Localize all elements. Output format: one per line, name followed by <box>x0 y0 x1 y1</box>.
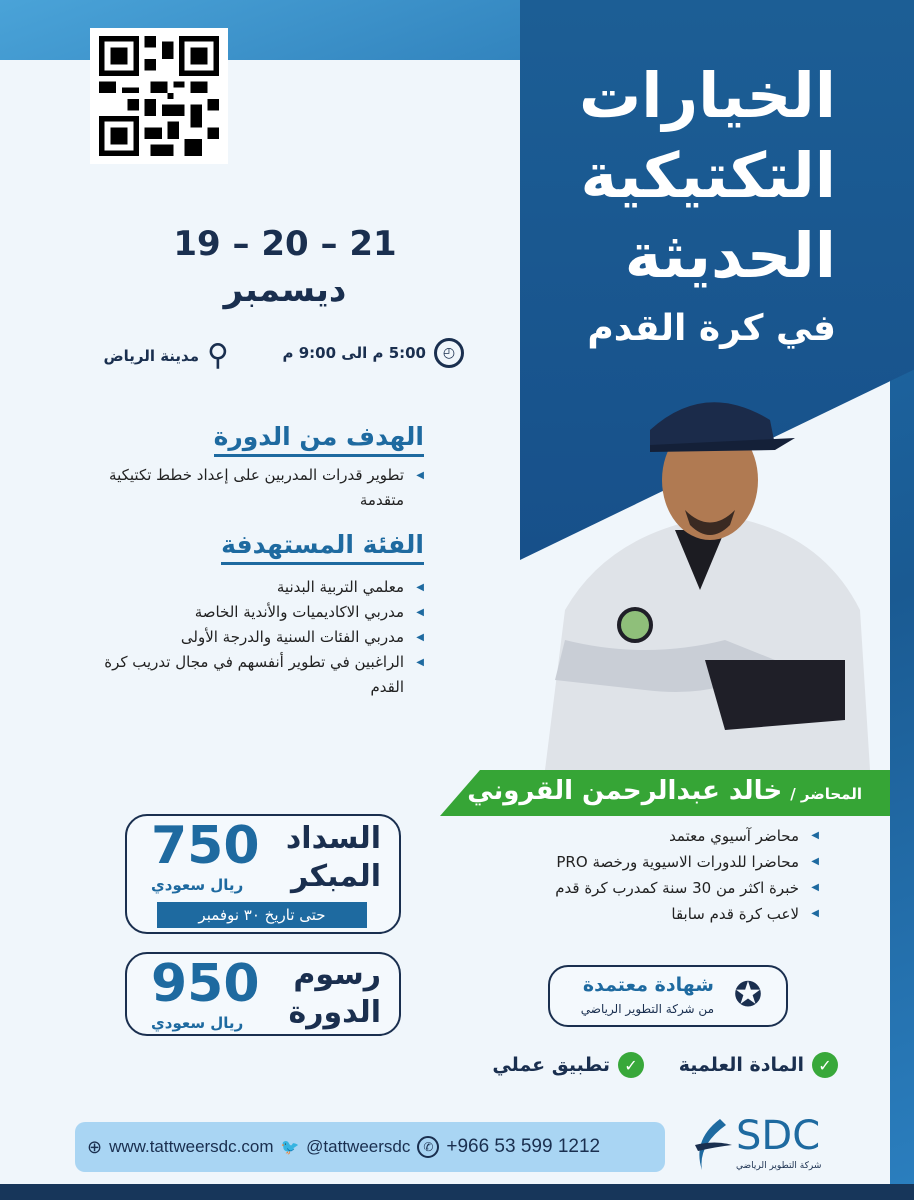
certificate-box <box>548 965 788 1027</box>
feature-label: تطبيق عملي <box>492 1054 610 1076</box>
website-link[interactable]: www.tattweersdc.com <box>109 1137 274 1156</box>
logo-text: SDC <box>736 1113 821 1159</box>
audience-list <box>84 575 424 700</box>
lecturer-prefix: المحاضر / <box>790 785 862 803</box>
lecturer-name-row <box>467 776 862 806</box>
course-price-label-1: رسوم <box>293 957 381 992</box>
credential-item: ◀ محاضرا للدورات الاسيوية ورخصة PRO <box>499 849 819 875</box>
check-icon: ✓ <box>812 1052 838 1078</box>
audience-item: ◀ معلمي التربية البدنية <box>84 575 424 600</box>
time-row <box>283 338 464 368</box>
course-price-currency: ريال سعودي <box>151 1014 244 1032</box>
location-row <box>103 338 229 373</box>
feature-label: المادة العلمية <box>678 1054 804 1076</box>
globe-icon: ⊕ <box>87 1136 103 1157</box>
credential-item: ◀ خبرة اكثر من 30 سنة كمدرب كرة قدم <box>499 875 819 901</box>
lecturer-name: خالد عبدالرحمن القروني <box>467 776 783 806</box>
time-text: 5:00 م الى 9:00 م <box>282 344 426 362</box>
feature-item <box>679 1052 838 1078</box>
lecturer-photo <box>525 360 875 770</box>
goal-item: ◀ تطوير قدرات المدربين على إعداد خطط تكتيكية متقدمة <box>84 463 424 513</box>
audience-heading: الفئة المستهدفة <box>221 530 424 565</box>
early-price-label-1: السداد <box>285 821 381 856</box>
title-line-1: الخيارات <box>578 59 836 132</box>
twitter-icon: 🐦 <box>280 1139 300 1156</box>
check-icon: ✓ <box>618 1052 644 1078</box>
date-month: ديسمبر <box>223 270 347 310</box>
clock-icon: ◴ <box>434 338 464 368</box>
phone-number[interactable]: +966 53 599 1212 <box>446 1136 601 1157</box>
lecturer-credentials <box>499 823 819 927</box>
course-price-box <box>125 952 401 1036</box>
goal-heading: الهدف من الدورة <box>214 422 424 457</box>
logo-subtitle: شركة التطوير الرياضي <box>736 1161 822 1171</box>
early-price-currency: ريال سعودي <box>151 876 244 894</box>
goal-list <box>84 463 424 513</box>
audience-item: ◀ الراغبين في تطوير أنفسهم في مجال تدريب كرة القدم <box>84 650 424 700</box>
phone-icon: ✆ <box>417 1136 439 1158</box>
course-price-amount: 950 <box>151 954 260 1014</box>
early-price-deadline: حتى تاريخ ٣٠ نوفمبر <box>157 902 367 928</box>
credential-item: ◀ لاعب كرة قدم سابقا <box>499 901 819 927</box>
title-line-4: في كرة القدم <box>587 308 836 349</box>
credential-item: ◀ محاضر آسيوي معتمد <box>499 823 819 849</box>
audience-item: ◀ مدربي الاكاديميات والأندية الخاصة <box>84 600 424 625</box>
early-price-box <box>125 814 401 934</box>
bottom-stripe <box>0 1184 914 1200</box>
twitter-handle[interactable]: @tattweersdc <box>306 1137 411 1156</box>
sdc-logo <box>690 1115 850 1175</box>
feature-item <box>492 1052 644 1078</box>
certificate-subtitle: من شركة التطوير الرياضي <box>580 1002 714 1016</box>
audience-item: ◀ مدربي الفئات السنية والدرجة الأولى <box>84 625 424 650</box>
contact-bar <box>75 1122 665 1172</box>
title-line-2: التكتيكية <box>580 139 836 212</box>
certificate-title: شهادة معتمدة <box>582 974 714 996</box>
early-price-amount: 750 <box>151 816 260 876</box>
early-price-label-2: المبكر <box>290 859 381 894</box>
qr-code[interactable] <box>90 28 228 164</box>
logo-swoosh-icon <box>690 1115 734 1175</box>
location-text: مدينة الرياض <box>103 346 200 365</box>
title-line-3: الحديثة <box>624 219 836 292</box>
course-price-label-2: الدورة <box>288 995 381 1030</box>
date-days: 19 – 20 – 21 <box>173 224 397 264</box>
location-pin-icon: ⚲ <box>207 338 229 373</box>
certificate-badge-icon: ✪ <box>733 975 763 1015</box>
